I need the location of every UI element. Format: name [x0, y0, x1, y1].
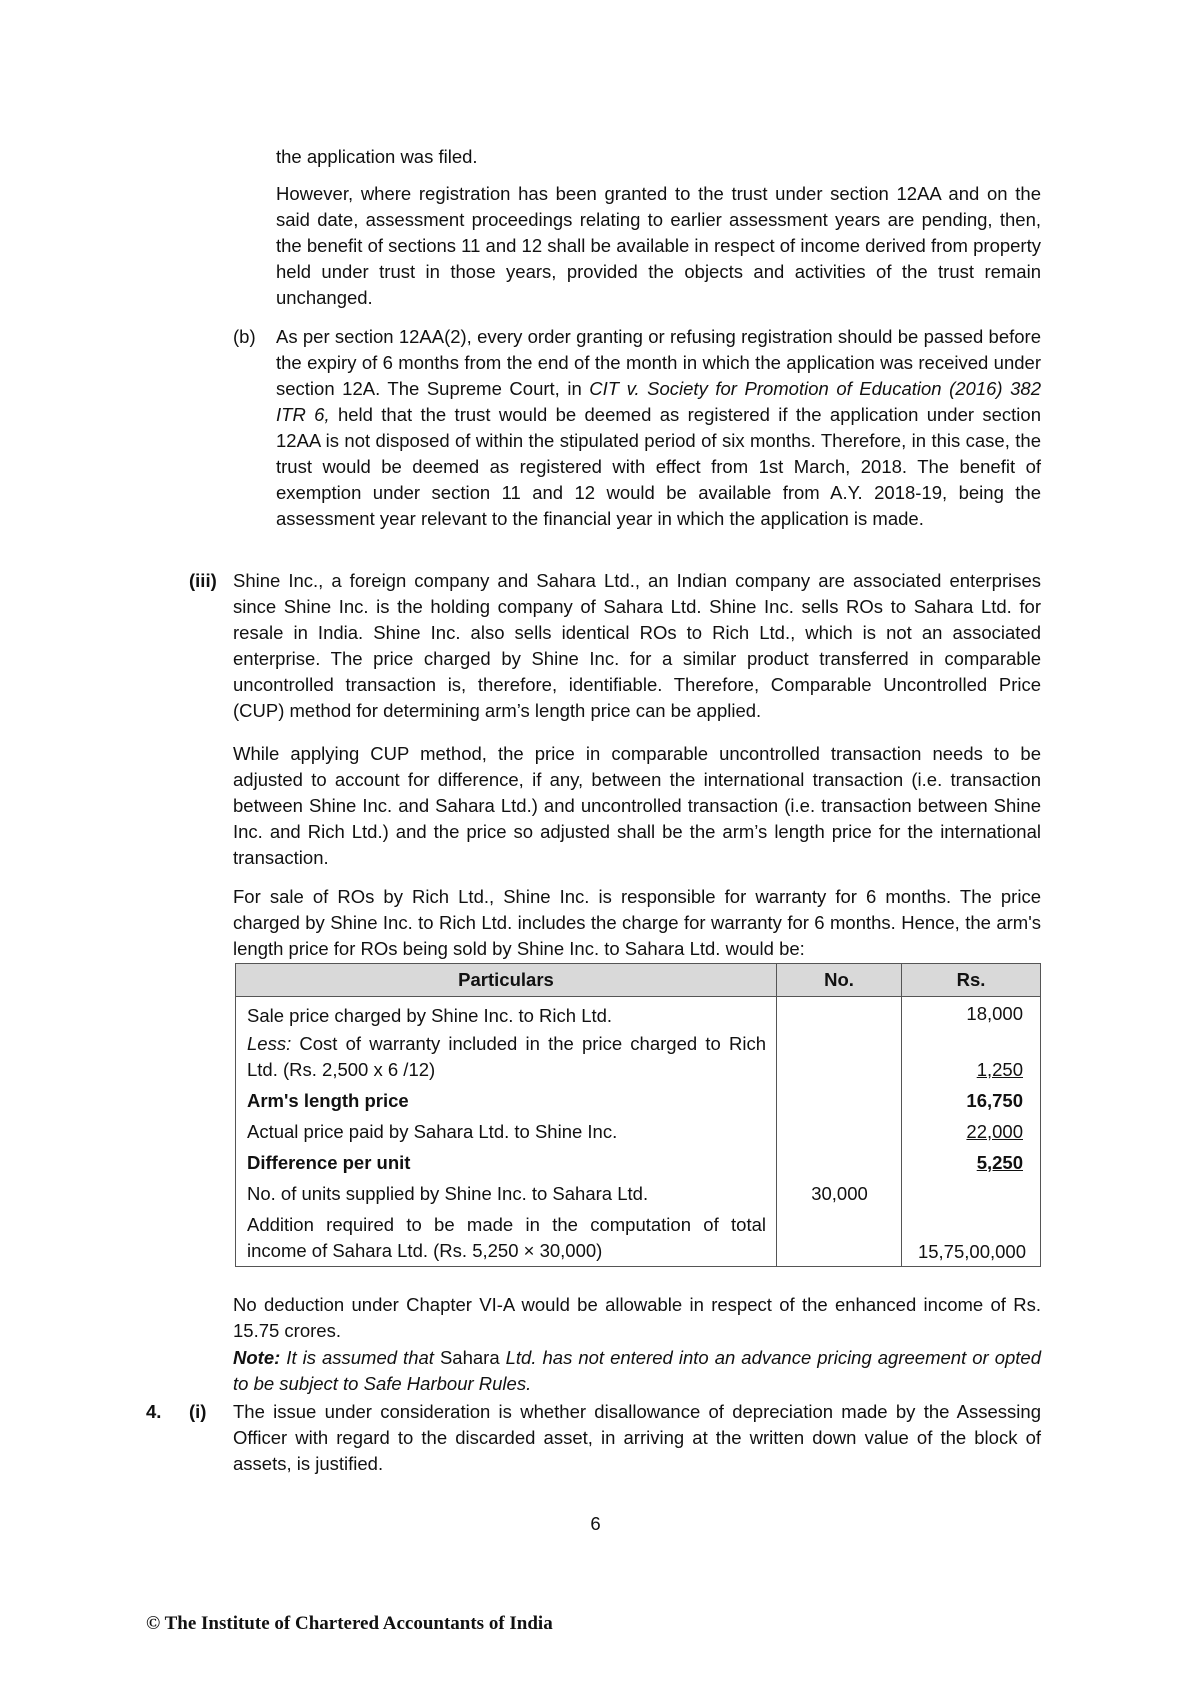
part-b-paragraph: As per section 12AA(2), every order granting or refusing registration should be passed before the expiry of 6 months from the end of the month in which the application was received under section 12A. The Supreme Court, in CIT v. Society for Promotion of Education (2016) 382 ITR 6, held that the trust would be deemed as registered if the application under section 12AA is not disposed of within the stipulated period of six months. Therefore, in this case, the trust would be deemed as registered with effect from 1st March, 2018. The benefit of exemption under section 11 and 12 would be available from A.Y. 2018-19, being the assessment year relevant to the financial year in which the application is made.	[276, 326, 1041, 529]
question-4-paragraph: The issue under consideration is whether disallowance of depreciation made by the Assessing Officer with regard to the discarded asset, in arriving at the written down value of the block of assets, is justified.	[233, 1401, 1041, 1474]
computation-table	[235, 963, 1041, 1267]
table-row: Actual price paid by Sahara Ltd. to Shine Inc. 22,000	[236, 1115, 1041, 1146]
table-row: Less: Cost of warranty included in the price charged to Rich Ltd. (Rs. 2,500 x 6 /12) 1,250	[236, 1030, 1041, 1084]
question-number: 4.	[146, 1401, 162, 1422]
table-row: Sale price charged by Shine Inc. to Rich Ltd. 18,000	[236, 997, 1041, 1031]
case-citation: CIT v. Society for Promotion of Education (2016) 382 ITR 6,	[276, 378, 1041, 425]
question-part-label: (i)	[189, 1401, 207, 1422]
footer-copyright: © The Institute of Chartered Accountants of India	[146, 1613, 553, 1634]
table-row: Arm's length price 16,750	[236, 1084, 1041, 1115]
table-row: Addition required to be made in the computation of total income of Sahara Ltd. (Rs. 5,250 × 30,000) 15,75,00,000	[236, 1208, 1041, 1267]
part-iii-para4: No deduction under Chapter VI-A would be allowable in respect of the enhanced income of Rs. 15.75 crores.	[233, 1294, 1041, 1341]
table-header-row	[236, 964, 1041, 997]
intro-continuation	[276, 144, 1041, 170]
table-row: No. of units supplied by Shine Inc. to Sahara Ltd. 30,000	[236, 1177, 1041, 1208]
table-row: Difference per unit 5,250	[236, 1146, 1041, 1177]
header-no: No.	[777, 964, 902, 997]
note-paragraph: Note: It is assumed that Sahara Ltd. has not entered into an advance pricing agreement or opted to be subject to Safe Harbour Rules.	[233, 1347, 1041, 1394]
part-iii-para3: For sale of ROs by Rich Ltd., Shine Inc. is responsible for warranty for 6 months. The price charged by Shine Inc. to Rich Ltd. includes the charge for warranty for 6 months. Hence, the arm's length price for ROs being sold by Shine Inc. to Sahara Ltd. would be:	[233, 886, 1041, 959]
intro-paragraph: However, where registration has been granted to the trust under section 12AA and on the said date, assessment proceedings relating to earlier assessment years are pending, then, the benefit of sections 11 and 12 shall be available in respect of income derived from property held under trust in those years, provided the objects and activities of the trust remain unchanged.	[276, 183, 1041, 308]
intro-line: the application was filed.	[276, 146, 478, 167]
note-label: Note:	[233, 1347, 281, 1368]
header-rs: Rs.	[902, 964, 1041, 997]
part-iii-para2: While applying CUP method, the price in comparable uncontrolled transaction needs to be adjusted to account for difference, if any, between the international transaction (i.e. transaction between Shine Inc. and Sahara Ltd.) and uncontrolled transaction (i.e. transaction between Shine Inc. and Rich Ltd.) and the price so adjusted shall be the arm’s length price for the international transaction.	[233, 743, 1041, 868]
part-iii-para1: Shine Inc., a foreign company and Sahara Ltd., an Indian company are associated enterprises since Shine Inc. is the holding company of Sahara Ltd. Shine Inc. sells ROs to Sahara Ltd. for resale in India. Shine Inc. also sells identical ROs to Rich Ltd., which is not an associated enterprise. The price charged by Shine Inc. for a similar product transferred in comparable uncontrolled transaction is, therefore, identifiable. Therefore, Comparable Uncontrolled Price (CUP) method for determining arm’s length price can be applied.	[233, 570, 1041, 721]
part-iii-label: (iii)	[189, 570, 217, 591]
header-particulars: Particulars	[236, 964, 777, 997]
part-b-label: (b)	[233, 326, 256, 347]
page-number: 6	[590, 1513, 601, 1534]
